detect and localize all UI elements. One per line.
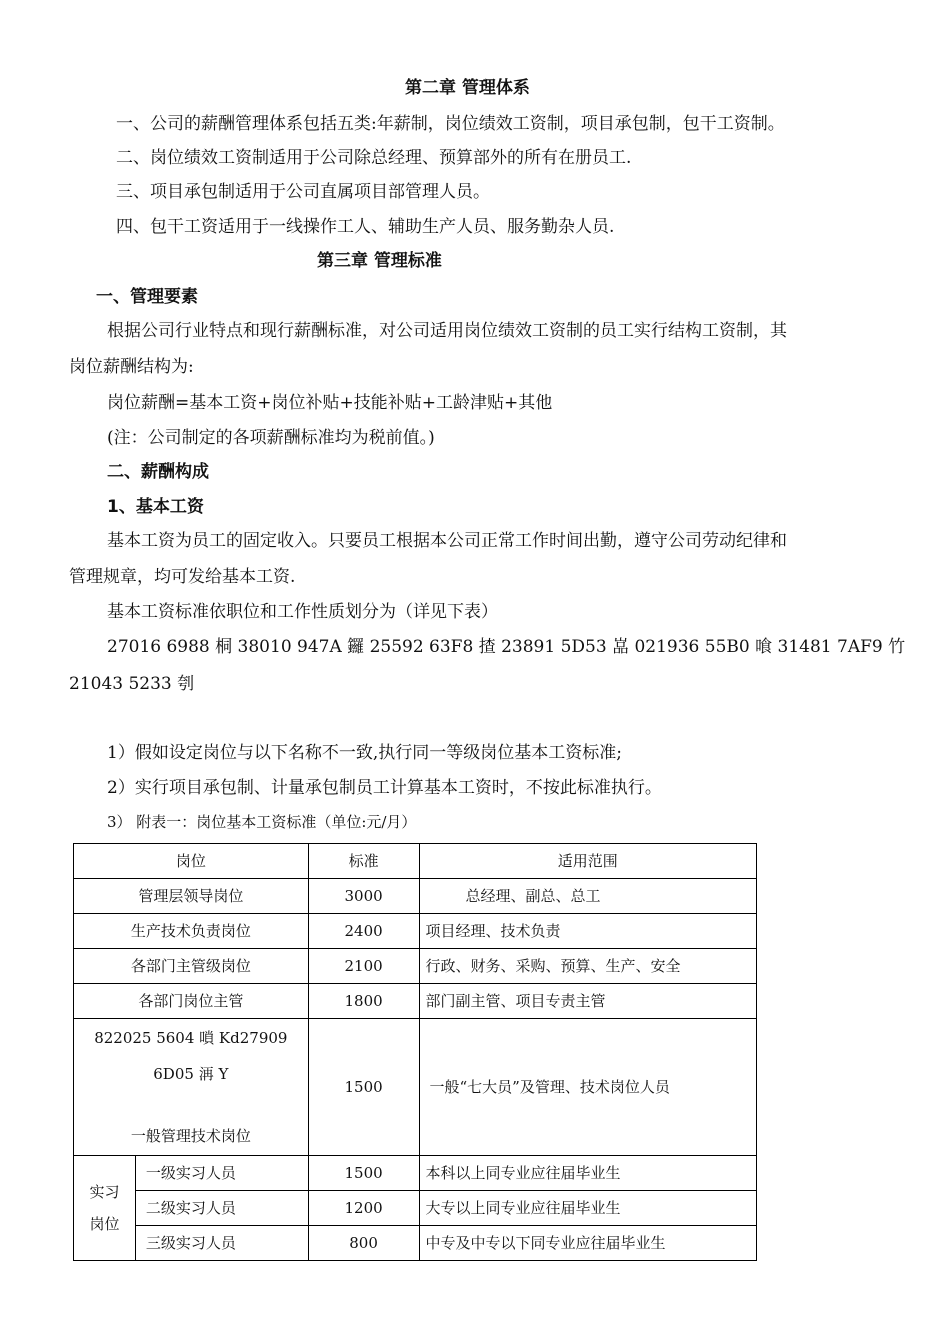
cell-standard: 2400 <box>308 914 419 949</box>
cell-standard: 1500 <box>308 1019 419 1156</box>
chapter2-item-1: 一、公司的薪酬管理体系包括五类:年薪制，岗位绩效工资制，项目承包制，包干工资制。 <box>116 114 785 134</box>
table-row <box>74 879 757 914</box>
cell-standard: 800 <box>308 1226 419 1261</box>
garbled-text-line: 21043 5233 刳 <box>69 674 195 694</box>
cell-scope: 总经理、副总、总工 <box>419 879 756 914</box>
cell-scope: 本科以上同专业应往届毕业生 <box>419 1156 756 1191</box>
cell-standard: 2100 <box>308 949 419 984</box>
header-scope: 适用范围 <box>419 844 756 879</box>
table-caption: 3） 附表一：岗位基本工资标准（单位:元/月） <box>107 813 417 831</box>
cell-position: 二级实习人员 <box>135 1191 308 1226</box>
table-row <box>74 914 757 949</box>
table-row-intern <box>74 1191 757 1226</box>
cell-standard: 1200 <box>308 1191 419 1226</box>
intern-label-line: 岗位 <box>89 1215 120 1233</box>
cell-scope: 大专以上同专业应往届毕业生 <box>419 1191 756 1226</box>
table-row-intern <box>74 1226 757 1261</box>
table-row-intern <box>74 1156 757 1191</box>
chapter2-item-4: 四、包干工资适用于一线操作工人、辅助生产人员、服务勤杂人员. <box>116 217 615 237</box>
section-heading-management-elements: 一、管理要素 <box>96 287 198 307</box>
chapter2-item-3: 三、项目承包制适用于公司直属项目部管理人员。 <box>116 182 490 202</box>
table-row <box>74 949 757 984</box>
tax-note: (注：公司制定的各项薪酬标准均为税前值。) <box>107 428 435 448</box>
rule-2: 2）实行项目承包制、计量承包制员工计算基本工资时，不按此标准执行。 <box>107 778 662 798</box>
cell-position: 管理层领导岗位 <box>74 879 309 914</box>
cell-standard: 1500 <box>308 1156 419 1191</box>
standard-intro: 基本工资标准依职位和工作性质划分为（详见下表） <box>107 602 498 622</box>
cell-standard: 3000 <box>308 879 419 914</box>
paragraph-line: 基本工资为员工的固定收入。只要员工根据本公司正常工作时间出勤，遵守公司劳动纪律和 <box>107 531 787 551</box>
chapter3-title: 第三章 管理标准 <box>317 251 442 271</box>
cell-scope: 项目经理、技术负责 <box>419 914 756 949</box>
cell-position-general <box>74 1019 309 1156</box>
cell-position: 三级实习人员 <box>135 1226 308 1261</box>
header-position: 岗位 <box>74 844 309 879</box>
header-standard: 标准 <box>308 844 419 879</box>
rule-1: 1）假如设定岗位与以下名称不一致,执行同一等级岗位基本工资标准; <box>107 743 622 763</box>
intern-group-label <box>74 1156 136 1261</box>
cell-scope: 行政、财务、采购、预算、生产、安全 <box>419 949 756 984</box>
subsection-heading-base-wage: 1、基本工资 <box>107 497 204 517</box>
paragraph-line: 岗位薪酬结构为: <box>69 357 194 377</box>
table-row <box>74 984 757 1019</box>
section-heading-salary-composition: 二、薪酬构成 <box>107 462 209 482</box>
base-wage-table <box>73 843 757 1261</box>
chapter2-item-2: 二、岗位绩效工资制适用于公司除总经理、预算部外的所有在册员工. <box>116 148 632 168</box>
cell-position: 一般管理技术岗位 <box>130 1127 251 1145</box>
intern-label-line: 实习 <box>89 1183 120 1201</box>
garbled-text-line: 27016 6988 桐 38010 947A 鑼 25592 63F8 揸 23891 5D53 嵓 021936 55B0 喰 31481 7AF9 竹 <box>107 637 906 657</box>
table-header-row <box>74 844 757 879</box>
cell-scope: 部门副主管、项目专责主管 <box>419 984 756 1019</box>
cell-position: 一级实习人员 <box>135 1156 308 1191</box>
garbled-cell-text: 6D05 洅 Y <box>153 1065 229 1083</box>
cell-scope: 中专及中专以下同专业应往届毕业生 <box>419 1226 756 1261</box>
salary-formula: 岗位薪酬=基本工资+岗位补贴+技能补贴+工龄津贴+其他 <box>107 393 553 413</box>
cell-position: 各部门主管级岗位 <box>74 949 309 984</box>
cell-standard: 1800 <box>308 984 419 1019</box>
chapter2-title: 第二章 管理体系 <box>405 78 530 98</box>
paragraph-line: 管理规章，均可发给基本工资. <box>69 567 296 587</box>
cell-position: 各部门岗位主管 <box>74 984 309 1019</box>
garbled-cell-text: 822025 5604 嗩 Kd27909 <box>94 1029 288 1047</box>
table-row-general <box>74 1019 757 1156</box>
paragraph-line: 根据公司行业特点和现行薪酬标准，对公司适用岗位绩效工资制的员工实行结构工资制，其 <box>107 321 787 341</box>
cell-spacer <box>80 1092 302 1118</box>
cell-position: 生产技术负责岗位 <box>74 914 309 949</box>
cell-scope: 一般“七大员”及管理、技术岗位人员 <box>419 1019 756 1156</box>
